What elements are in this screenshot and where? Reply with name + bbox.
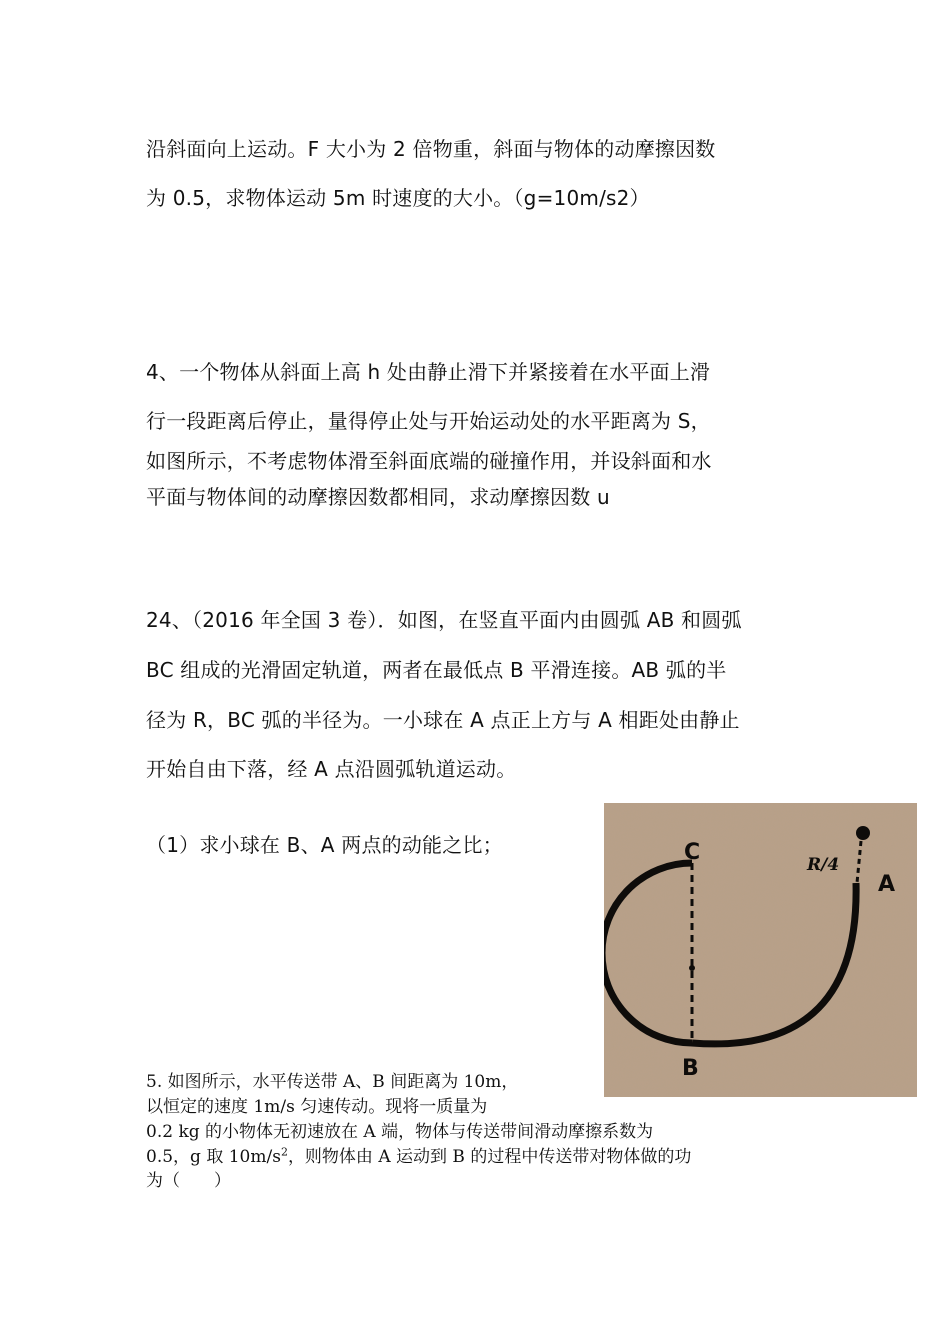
track-diagram	[604, 803, 917, 1097]
paragraph-line: 沿斜面向上运动。F 大小为 2 倍物重，斜面与物体的动摩擦因数	[146, 137, 716, 161]
photo-grain	[604, 803, 917, 1097]
ball-dot	[856, 826, 870, 840]
paragraph-line: 行一段距离后停止，量得停止处与开始运动处的水平距离为 S，	[146, 409, 711, 433]
paragraph-line: 以恒定的速度 1m/s 匀速传动。现将一质量为	[146, 1097, 488, 1117]
center-point	[689, 965, 695, 971]
label-c: C	[684, 840, 701, 865]
label-b: B	[682, 1056, 699, 1081]
track-figure	[604, 803, 917, 1097]
paragraph-line: 为（ ）	[146, 1171, 231, 1191]
paragraph-line: 24、（2016 年全国 3 卷）．如图，在竖直平面内由圆弧 AB 和圆弧	[146, 608, 742, 632]
paragraph-line: 径为 R，BC 弧的半径为。一小球在 A 点正上方与 A 相距处由静止	[146, 708, 740, 732]
paragraph-line	[146, 1145, 691, 1169]
paragraph-text: ，则物体由 A 运动到 B 的过程中传送带对物体做的功	[287, 1147, 692, 1167]
paragraph-line: 5. 如图所示，水平传送带 A、B 间距离为 10m，	[146, 1072, 519, 1092]
paragraph-line: 开始自由下落，经 A 点沿圆弧轨道运动。	[146, 757, 517, 781]
paragraph-line: 4、一个物体从斜面上高 h 处由静止滑下并紧接着在水平面上滑	[146, 360, 711, 384]
paragraph-line: BC 组成的光滑固定轨道，两者在最低点 B 平滑连接。AB 弧的半	[146, 658, 727, 682]
paragraph-line: 如图所示，不考虑物体滑至斜面底端的碰撞作用，并设斜面和水	[146, 449, 712, 473]
paragraph-line: 平面与物体间的动摩擦因数都相同，求动摩擦因数 u	[146, 485, 610, 509]
question-line: （1）求小球在 B、A 两点的动能之比；	[146, 833, 503, 857]
paragraph-line: 为 0.5，求物体运动 5m 时速度的大小。（g=10m/s2）	[146, 186, 650, 210]
paragraph-line: 0.2 kg 的小物体无初速放在 A 端，物体与传送带间滑动摩擦系数为	[146, 1122, 654, 1142]
superscript: 2	[280, 1145, 288, 1159]
label-a: A	[878, 872, 896, 897]
label-r4: R/4	[807, 855, 840, 875]
paragraph-text: 0.5，g 取 10m/s	[146, 1147, 281, 1167]
